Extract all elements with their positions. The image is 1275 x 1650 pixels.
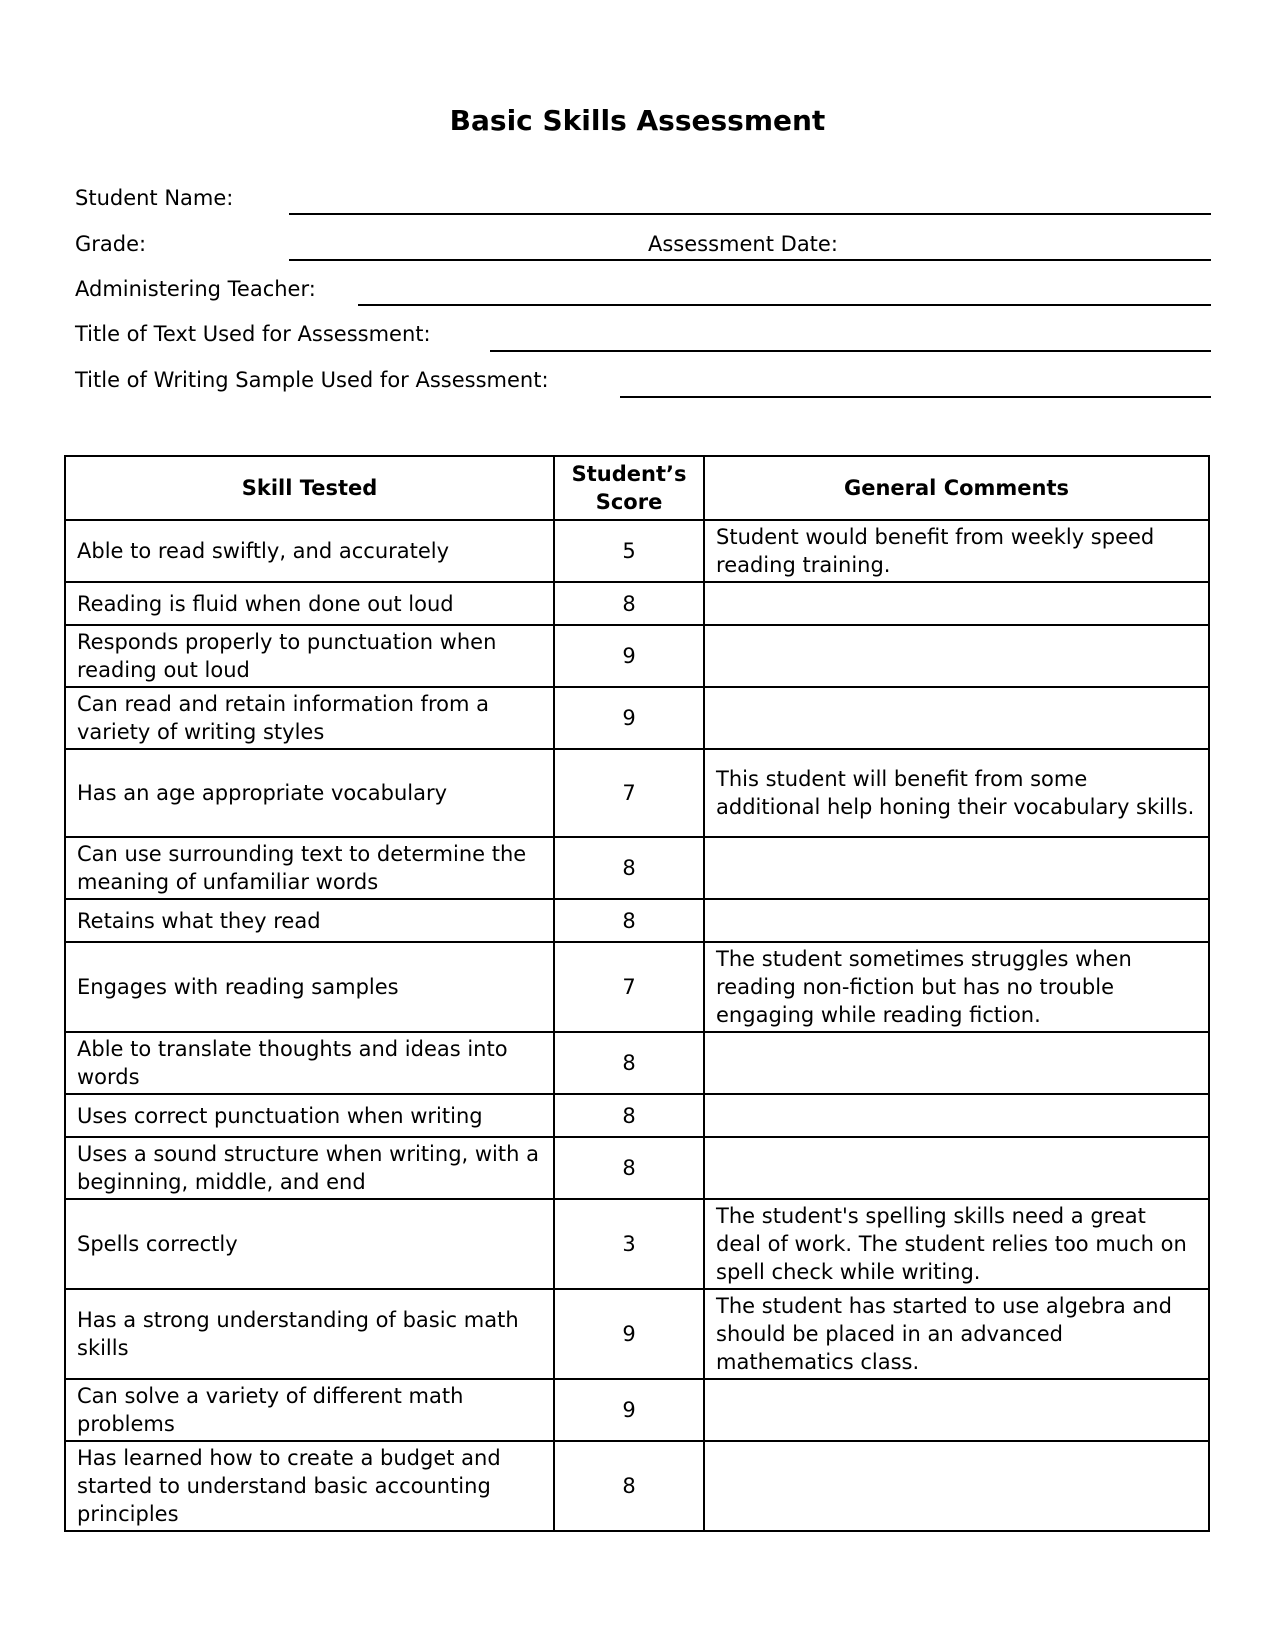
comment-cell[interactable]: The student sometimes struggles when reading non-fiction but has no trouble engaging while reading fiction. (704, 942, 1209, 1032)
score-cell: 9 (554, 625, 704, 687)
administering-teacher-field[interactable] (358, 304, 1211, 306)
score-cell: 9 (554, 1289, 704, 1379)
skill-cell: Can read and retain information from a variety of writing styles (65, 687, 554, 749)
comment-cell[interactable] (704, 899, 1209, 942)
grade-label: Grade: (75, 232, 147, 256)
score-cell: 8 (554, 1094, 704, 1137)
score-cell: 9 (554, 687, 704, 749)
table-row (65, 749, 1209, 837)
score-cell: 8 (554, 1032, 704, 1094)
skill-cell: Engages with reading samples (65, 942, 554, 1032)
writing-title-field[interactable] (620, 396, 1211, 398)
table-row (65, 520, 1209, 582)
score-cell: 9 (554, 1379, 704, 1441)
table-row (65, 1199, 1209, 1289)
score-cell: 3 (554, 1199, 704, 1289)
score-cell: 8 (554, 1441, 704, 1531)
skill-cell: Can solve a variety of different math problems (65, 1379, 554, 1441)
comment-cell[interactable] (704, 687, 1209, 749)
administering-teacher-label: Administering Teacher: (75, 277, 316, 301)
text-title-field[interactable] (490, 350, 1211, 352)
page-title: Basic Skills Assessment (449, 104, 826, 137)
score-cell: 8 (554, 1137, 704, 1199)
text-title-label: Title of Text Used for Assessment: (75, 322, 431, 346)
table-row (65, 582, 1209, 625)
comment-cell[interactable]: The student has started to use algebra and should be placed in an advanced mathematics class. (704, 1289, 1209, 1379)
score-cell: 8 (554, 837, 704, 899)
table-header-row (65, 456, 1209, 520)
skills-table (64, 455, 1210, 1532)
table-row (65, 899, 1209, 942)
skill-cell: Spells correctly (65, 1199, 554, 1289)
table-row (65, 942, 1209, 1032)
grade-and-date-field[interactable] (289, 259, 1211, 261)
comment-cell[interactable] (704, 1379, 1209, 1441)
table-row (65, 1032, 1209, 1094)
table-row (65, 687, 1209, 749)
skill-cell: Has learned how to create a budget and started to understand basic accounting principles (65, 1441, 554, 1531)
student-name-field[interactable] (289, 213, 1211, 215)
comment-cell[interactable] (704, 1441, 1209, 1531)
skill-cell: Has an age appropriate vocabulary (65, 749, 554, 837)
comment-cell[interactable] (704, 1094, 1209, 1137)
skill-cell: Reading is fluid when done out loud (65, 582, 554, 625)
skill-cell: Can use surrounding text to determine the meaning of unfamiliar words (65, 837, 554, 899)
comment-cell[interactable] (704, 1032, 1209, 1094)
skill-cell: Has a strong understanding of basic math skills (65, 1289, 554, 1379)
skill-cell: Able to translate thoughts and ideas into words (65, 1032, 554, 1094)
writing-title-label: Title of Writing Sample Used for Assessment: (75, 368, 549, 392)
score-cell: 8 (554, 899, 704, 942)
skill-cell: Responds properly to punctuation when reading out loud (65, 625, 554, 687)
table-row (65, 1094, 1209, 1137)
table-row (65, 625, 1209, 687)
score-cell: 5 (554, 520, 704, 582)
comment-cell[interactable]: Student would benefit from weekly speed reading training. (704, 520, 1209, 582)
skill-cell: Uses a sound structure when writing, with a beginning, middle, and end (65, 1137, 554, 1199)
student-name-label: Student Name: (75, 186, 234, 210)
table-row (65, 1441, 1209, 1531)
score-cell: 7 (554, 942, 704, 1032)
table-row (65, 837, 1209, 899)
skill-cell: Retains what they read (65, 899, 554, 942)
comment-cell[interactable]: The student's spelling skills need a great deal of work. The student relies too much on spell check while writing. (704, 1199, 1209, 1289)
skill-cell: Uses correct punctuation when writing (65, 1094, 554, 1137)
table-row (65, 1379, 1209, 1441)
header-general-comments: General Comments (704, 456, 1209, 520)
comment-cell[interactable] (704, 837, 1209, 899)
score-cell: 7 (554, 749, 704, 837)
comment-cell[interactable] (704, 625, 1209, 687)
table-row (65, 1137, 1209, 1199)
comment-cell[interactable] (704, 582, 1209, 625)
assessment-date-label: Assessment Date: (648, 232, 838, 256)
comment-cell[interactable] (704, 1137, 1209, 1199)
header-skill-tested: Skill Tested (65, 456, 554, 520)
skill-cell: Able to read swiftly, and accurately (65, 520, 554, 582)
comment-cell[interactable]: This student will benefit from some additional help honing their vocabulary skills. (704, 749, 1209, 837)
header-students-score: Student’s Score (554, 456, 704, 520)
table-row (65, 1289, 1209, 1379)
score-cell: 8 (554, 582, 704, 625)
